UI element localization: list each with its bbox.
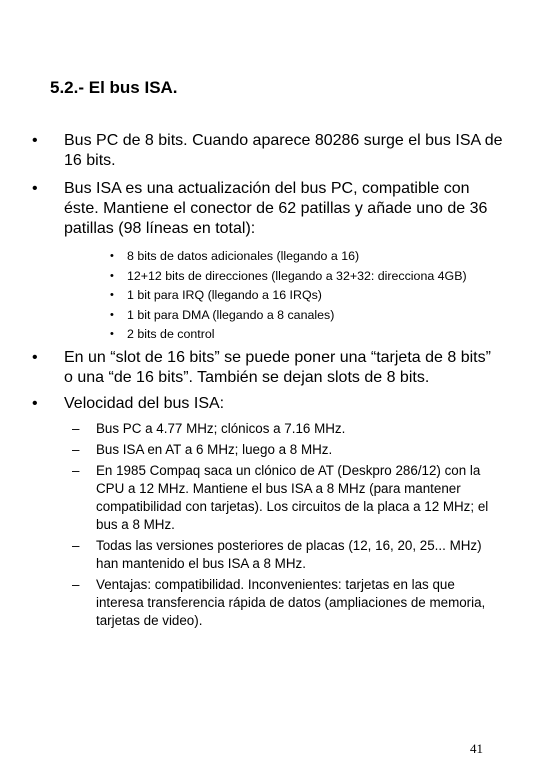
list-item — [0, 306, 540, 326]
page-title: 5.2.- El bus ISA. — [50, 78, 178, 97]
bullet-marker: • — [110, 328, 114, 341]
bullet-marker: • — [32, 395, 38, 412]
list-item — [0, 420, 501, 438]
dash-marker: – — [72, 463, 80, 478]
list-item-text: 2 bits de control — [127, 327, 215, 342]
list-item — [0, 462, 501, 534]
dash-marker: – — [72, 421, 80, 436]
list-item — [0, 394, 504, 414]
page-number: 41 — [470, 741, 483, 756]
bullet-list-b — [0, 348, 540, 414]
list-item — [0, 179, 504, 239]
bullet-marker: • — [32, 180, 38, 197]
list-item-text: Todas las versiones posteriores de placas (12, 16, 20, 25... MHz) han mantenido el bus ISA a 8 MHz. — [96, 538, 482, 571]
dash-marker: – — [72, 538, 80, 553]
list-item-text: En un “slot de 16 bits” se puede poner una “tarjeta de 8 bits” o una “de 16 bits”. También se dejan slots de 8 bits. — [64, 349, 491, 386]
bullet-marker: • — [110, 269, 114, 282]
list-item-text: 1 bit para IRQ (llegando a 16 IRQs) — [127, 288, 322, 303]
list-item-text: Velocidad del bus ISA: — [64, 395, 225, 412]
list-item-text: 1 bit para DMA (llegando a 8 canales) — [127, 307, 335, 322]
list-item — [0, 576, 501, 630]
list-item-text: 8 bits de datos adicionales (llegando a 16) — [127, 249, 360, 263]
bullet-marker: • — [32, 132, 38, 149]
bullet-marker: • — [32, 349, 38, 366]
list-item-text: Bus PC de 8 bits. Cuando aparece 80286 surge el bus ISA de 16 bits. — [64, 132, 503, 169]
list-item — [0, 441, 501, 459]
bullet-marker: • — [110, 289, 114, 302]
bullet-list-a — [0, 131, 540, 239]
list-item-text: Bus ISA es una actualización del bus PC, compatible con éste. Mantiene el conector de 62 patillas y añade uno de 36 patillas (98 líneas en total): — [64, 180, 488, 237]
list-item — [0, 286, 540, 306]
bullet-marker: • — [110, 308, 114, 321]
bullet-marker: • — [110, 250, 114, 262]
list-item-text: En 1985 Compaq saca un clónico de AT (Deskpro 286/12) con la CPU a 12 MHz. Mantiene el bus ISA a 8 MHz (para mantener compatibilidad con tarjetas). Los circuitos de la placa a 12 MHz; el bus a 8 MHz. — [96, 463, 489, 532]
list-item — [0, 537, 501, 573]
list-item — [0, 247, 540, 267]
list-item — [0, 131, 504, 171]
list-item-text: Bus ISA en AT a 6 MHz; luego a 8 MHz. — [96, 442, 333, 457]
dash-list — [0, 420, 540, 633]
sub-bullet-list — [0, 247, 540, 345]
list-item — [0, 348, 504, 388]
list-item-text: Ventajas: compatibilidad. Inconvenientes: tarjetas en las que interesa transferencia rápida de datos (ampliaciones de memoria, tarjetas de video). — [96, 577, 486, 628]
list-item-text: Bus PC a 4.77 MHz; clónicos a 7.16 MHz. — [96, 421, 346, 436]
list-item — [0, 267, 540, 287]
list-item-text: 12+12 bits de direcciones (llegando a 32+32: direcciona 4GB) — [127, 268, 467, 283]
dash-marker: – — [72, 442, 80, 457]
list-item — [0, 325, 540, 345]
dash-marker: – — [72, 577, 80, 592]
